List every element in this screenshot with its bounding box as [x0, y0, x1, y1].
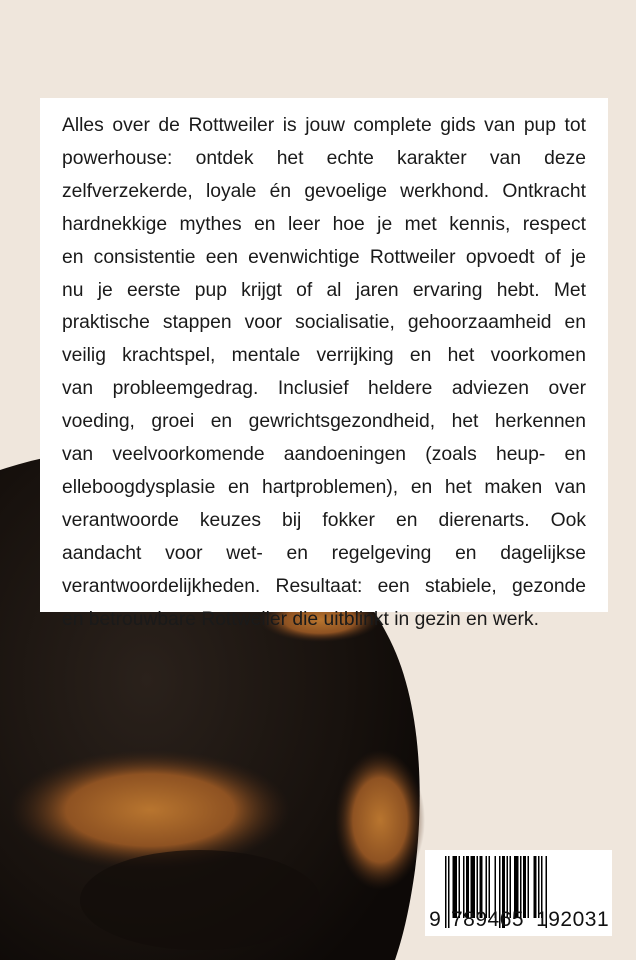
blurb-line: aandacht voor wet- en regelgeving en dagelijkse [62, 542, 586, 564]
blurb-line: powerhouse: ontdek het echte karakter van deze [62, 147, 586, 169]
isbn-number [425, 908, 612, 932]
blurb-line: verantwoordelijkheden. Resultaat: een stabiele, gezonde [62, 575, 586, 597]
blurb-line: veilig krachtspel, mentale verrijking en het voorkomen [62, 345, 586, 367]
blurb-line: Alles over de Rottweiler is jouw complete gids van pup tot [62, 115, 586, 136]
isbn-group-2: 192031 [536, 908, 610, 931]
isbn-barcode [425, 850, 612, 936]
blurb-line: van probleemgedrag. Inclusief heldere adviezen over [62, 378, 586, 400]
blurb-panel [40, 98, 608, 630]
blurb-line: en betrouwbare Rottweiler die uitblinkt in gezin en werk. [62, 608, 539, 630]
isbn-prefix: 9 [429, 908, 441, 931]
blurb-line: elleboogdysplasie en hartproblemen), en het maken van [62, 476, 586, 498]
blurb-line: praktische stappen voor socialisatie, gehoorzaamheid en [62, 312, 586, 334]
blurb-line: en consistentie een evenwichtige Rottweiler opvoedt of je [62, 246, 586, 268]
blurb-line: nu je eerste pup krijgt of al jaren ervaring hebt. Met [62, 279, 586, 301]
blurb-line: hardnekkige mythes en leer hoe je met kennis, respect [62, 213, 586, 235]
blurb-line: van veelvoorkomende aandoeningen (zoals heup- en [62, 444, 586, 466]
blurb-line: zelfverzekerde, loyale én gevoelige werkhond. Ontkracht [62, 180, 586, 202]
blurb-line: verantwoorde keuzes bij fokker en dierenarts. Ook [62, 509, 586, 531]
isbn-group-1: 789465 [451, 908, 525, 931]
blurb-line: voeding, groei en gewrichtsgezondheid, het herkennen [62, 411, 586, 433]
